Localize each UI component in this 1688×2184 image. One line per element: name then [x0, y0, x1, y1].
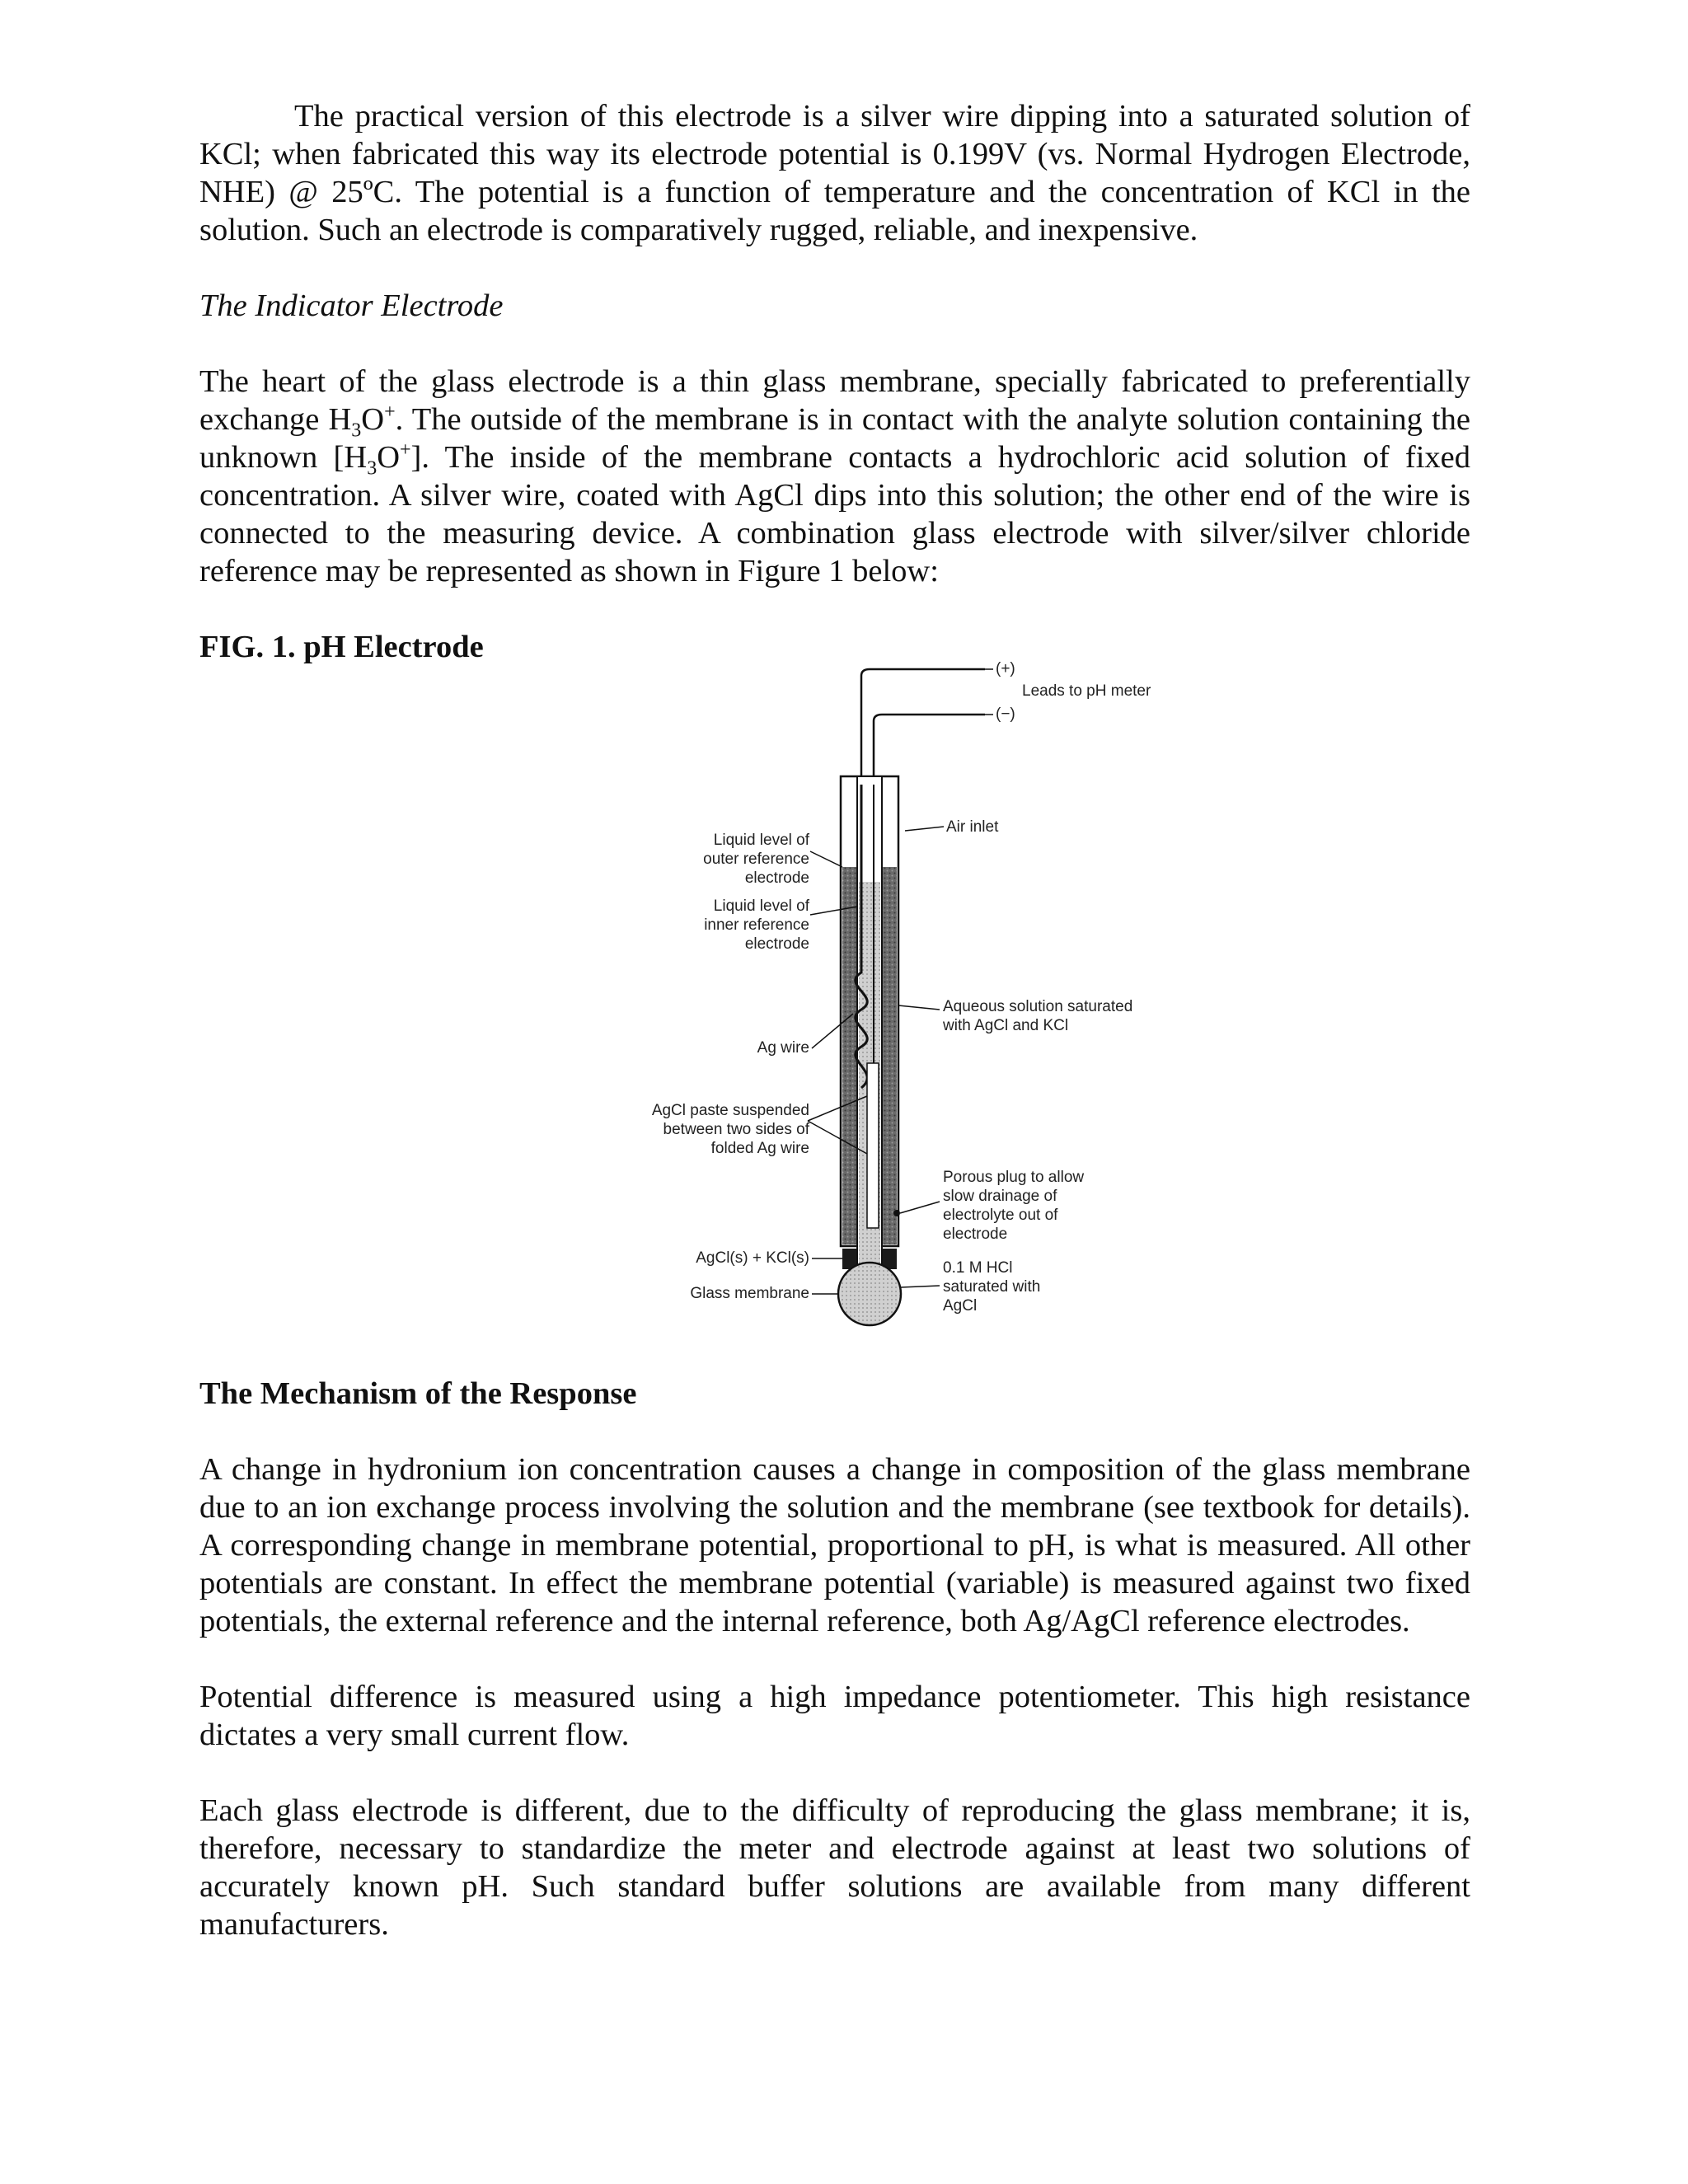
ag-wire-label: Ag wire — [757, 1039, 809, 1057]
mechanism-heading: The Mechanism of the Response — [199, 1376, 637, 1411]
outer-level-label: Liquid level of outer reference electrode — [703, 832, 809, 887]
agcl-paste-label: AgCl paste suspended between two sides of folded Ag wire — [651, 1102, 809, 1157]
inner-level-label: Liquid level of inner reference electrode — [704, 898, 809, 953]
porous-plug-label: Porous plug to allow slow drainage of electrolyte out of electrode — [943, 1169, 1085, 1243]
indicator-paragraph: The heart of the glass electrode is a thin glass membrane, specially fabricated to preferentially exchange $H_3O^+$. The outside of the membrane is in contact with the analyte solution containing the unknown $[H_3O^+]$. The inside of the membrane contacts a hydrochloric acid solution of fixed concentration. A silver wire, coated with AgCl dips into this solution; the other end of the wire is connected to the measuring device. A combination glass electrode with silver/silver chloride reference may be represented as shown in Figure 1 below: — [199, 364, 1470, 588]
air-inlet-label: Air inlet — [946, 818, 999, 836]
standardize-paragraph: Each glass electrode is different, due to the difficulty of reproducing the glass membrane; it is, therefore, necessary to standardize the meter and electrode against at least two solutions of accurately known pH. Such standard buffer solutions are available from many different manufacturers. — [199, 1793, 1470, 1942]
mechanism-paragraph: A change in hydronium ion concentration causes a change in composition of the glass membrane due to an ion exchange process involving the solution and the membrane (see textbook for details). A corresponding change in membrane potential, proportional to pH, is what is measured. All other potentials are constant. In effect the membrane potential (variable) is measured against two fixed potentials, the external reference and the internal reference, both Ag/AgCl reference electrodes. — [199, 1452, 1470, 1638]
indicator-electrode-heading: The Indicator Electrode — [199, 288, 504, 323]
plus-terminal-label: (+) — [996, 660, 1015, 677]
air-inlet-leader — [905, 827, 944, 831]
positive-lead — [861, 669, 985, 785]
agcl-paste-tube — [867, 1063, 879, 1228]
mechanism-section — [199, 1375, 1470, 1943]
potential-paragraph: Potential difference is measured using a high impedance potentiometer. This high resistance dictates a very small current flow. — [199, 1680, 1470, 1752]
intro-paragraph: The practical version of this electrode is a silver wire dipping into a saturated solution of KCl; when fabricated this way its electrode potential is 0.199V (vs. Normal Hydrogen Electrode, NHE) @ 25ºC. The potential is a function of temperature and the concentration of KCl in the solution. Such an electrode is comparatively rugged, reliable, and inexpensive. — [199, 99, 1470, 247]
porous-leader — [900, 1202, 940, 1213]
glass-membrane-label: Glass membrane — [690, 1285, 809, 1302]
leads-label: Leads to pH meter — [1022, 682, 1151, 700]
aqueous-leader — [898, 1005, 940, 1010]
aqueous-solution-label: Aqueous solution saturated with AgCl and KCl — [943, 998, 1133, 1034]
minus-terminal-label: (−) — [996, 705, 1015, 723]
porous-plug — [893, 1210, 900, 1216]
figure-caption: FIG. 1. pH Electrode — [199, 630, 484, 664]
ph-electrode-figure — [577, 659, 1203, 1335]
negative-lead — [874, 715, 985, 785]
document-body — [199, 97, 1470, 666]
hcl-leader — [901, 1286, 940, 1287]
glass-membrane-bulb — [838, 1263, 901, 1325]
outer-level-leader — [810, 851, 842, 867]
agcl-kcl-label: AgCl(s) + KCl(s) — [696, 1249, 809, 1267]
hcl-label: 0.1 M HCl saturated with AgCl — [943, 1259, 1041, 1315]
